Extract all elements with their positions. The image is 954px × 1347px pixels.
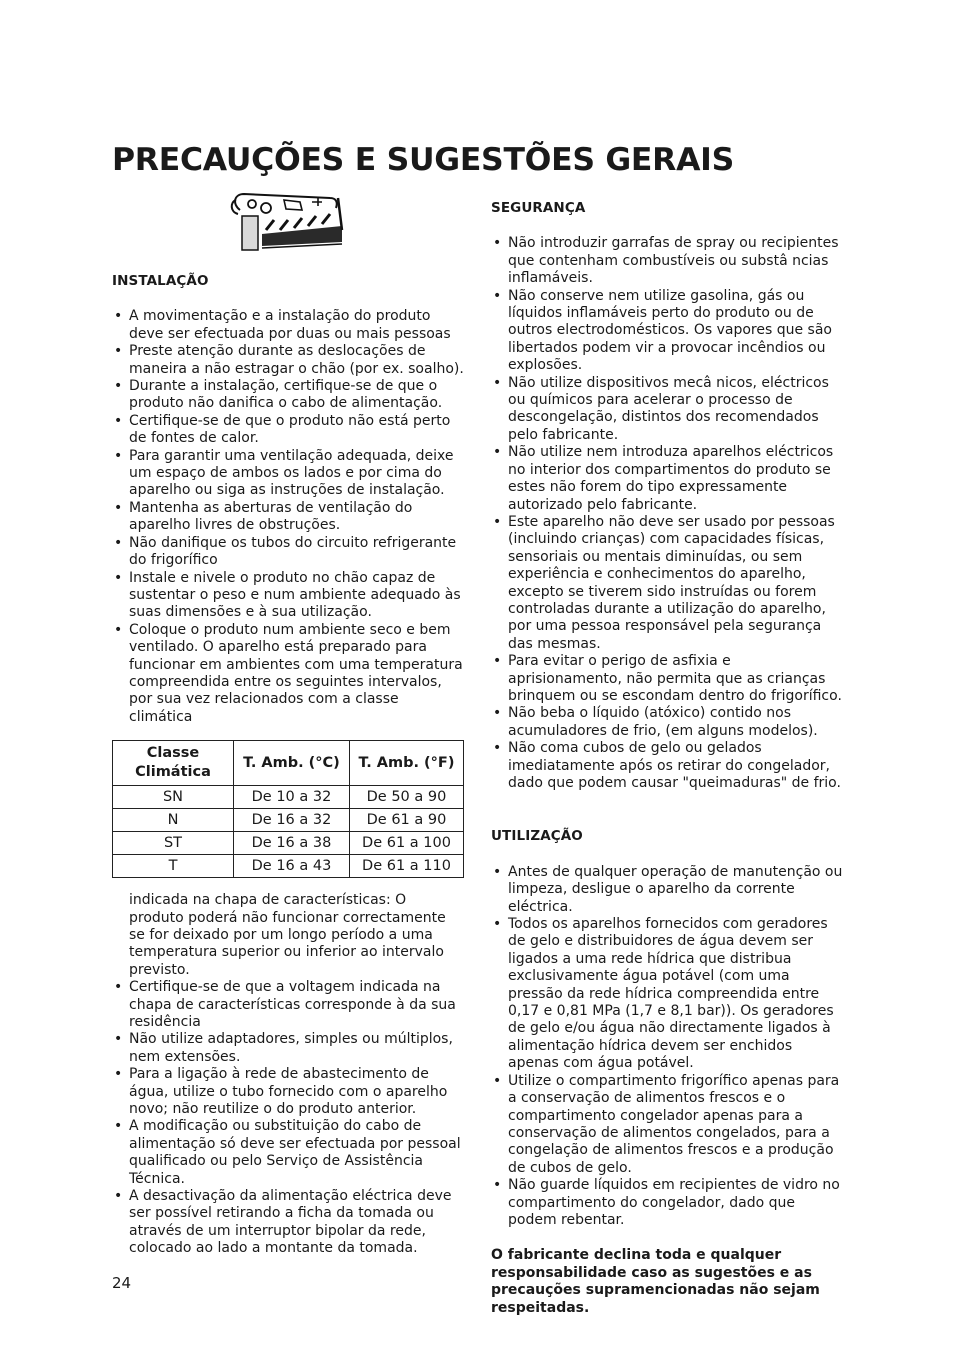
table-cell: SN [113,786,234,809]
usage-list [491,864,847,1230]
safety-heading: SEGURANÇA [491,200,586,216]
installation-column [112,273,464,1258]
list-item: • Antes de qualquer operação de manutenção ou limpeza, desligue o aparelho da corrente eléctrica. [491,864,847,916]
table-header-row [113,741,464,786]
list-item: • Não utilize adaptadores, simples ou múltiplos, nem extensões. [112,1031,464,1066]
column-header: Classe Climática [113,741,234,786]
list-item: • Certifique-se de que a voltagem indicada na chapa de características corresponde à da sua residência [112,979,464,1031]
list-item: • Este aparelho não deve ser usado por pessoas (incluindo crianças) com capacidades físicas, sensoriais ou mentais diminuídas, ou sem experiência e conhecimentos do aparelho, excepto se tiverem sido instruídas ou forem controladas durante a utilização do aparelho, por uma pessoa responsável pela segurança das mesmas. [491,514,847,653]
table-cell: ST [113,832,234,855]
table-cell: De 61 a 110 [350,855,464,878]
table-cell: De 61 a 100 [350,832,464,855]
table-cell: De 16 a 32 [234,809,350,832]
disclaimer-note: O fabricante declina toda e qualquer responsabilidade caso as sugestões e as precauções supramencionadas não sejam respeitadas. [491,1247,820,1316]
list-item: • Para garantir uma ventilação adequada, deixe um espaço de ambos os lados e por cima do aparelho ou siga as instruções de instalação. [112,448,464,500]
page-number: 24 [112,1274,132,1292]
fridge-transport-illustration [226,190,346,256]
list-item: • A desactivação da alimentação eléctrica deve ser possível retirando a ficha da tomada ou através de um interruptor bipolar da rede, colocado ao lado a montante da tomada. [112,1188,464,1258]
installation-list-continued [112,892,464,1258]
list-item: • A movimentação e a instalação do produto deve ser efectuada por duas ou mais pessoas [112,308,464,343]
list-item: • Coloque o produto num ambiente seco e bem ventilado. O aparelho está preparado para funcionar em ambientes com uma temperatura compreendida entre os seguintes intervalos, por sua vez relacionados com a classe climática [112,622,464,726]
list-item: • Para evitar o perigo de asfixia e aprisionamento, não permita que as crianças brinquem ou se escondam dentro do frigorífico. [491,653,847,705]
list-item: • Certifique-se de que o produto não está perto de fontes de calor. [112,413,464,448]
table-cell: De 10 a 32 [234,786,350,809]
installation-heading: INSTALAÇÃO [112,273,209,289]
list-item: • Para a ligação à rede de abastecimento de água, utilize o tubo fornecido com o aparelho novo; não reutilize o do produto anterior. [112,1066,464,1118]
page-title: PRECAUÇÕES E SUGESTÕES GERAIS [112,142,734,178]
table-cell: De 61 a 90 [350,809,464,832]
table-cell: De 16 a 38 [234,832,350,855]
list-item: • Não utilize nem introduza aparelhos eléctricos no interior dos compartimentos do produto se estes não forem do tipo expressamente autorizado pelo fabricante. [491,444,847,514]
list-item: • Não introduzir garrafas de spray ou recipientes que contenham combustíveis ou substâ ncias inflamáveis. [491,235,847,287]
list-item: • Não coma cubos de gelo ou gelados imediatamente após os retirar do congelador, dado que podem causar "queimaduras" de frio. [491,740,847,792]
installation-list [112,308,464,726]
table-cell: De 50 a 90 [350,786,464,809]
column-header: T. Amb. (°C) [234,741,350,786]
table-cell: T [113,855,234,878]
table-row [113,809,464,832]
fridge-transport-icon [226,190,346,256]
list-item: • Não beba o líquido (atóxico) contido nos acumuladores de frio, (em alguns modelos). [491,705,847,740]
list-item: • Não conserve nem utilize gasolina, gás ou líquidos inflamáveis perto do produto ou de outros electrodomésticos. Os vapores que são libertados podem vir a provocar incêndios ou explosões. [491,288,847,375]
climate-class-table [112,740,464,878]
list-item: • Utilize o compartimento frigorífico apenas para a conservação de alimentos frescos e o compartimento congelador apenas para a conservação de alimentos congelados, para a congelação de alimentos frescos e a produção de cubos de gelo. [491,1073,847,1177]
table-row [113,786,464,809]
column-header: T. Amb. (°F) [350,741,464,786]
list-item: • A modificação ou substituição do cabo de alimentação só deve ser efectuada por pessoal qualificado ou pelo Serviço de Assistência Técnica. [112,1118,464,1188]
list-item: • Todos os aparelhos fornecidos com geradores de gelo e distribuidores de água devem ser ligados a uma rede hídrica que distribua exclusivamente água potável (com uma pressão da rede hídrica compreendida entre 0,17 e 0,81 MPa (1,7 e 8,1 bar)). Os geradores de gelo e/ou água não directamente ligados à alimentação hídrica devem ser enchidos apenas com água potável. [491,916,847,1073]
list-item: • Instale e nivele o produto no chão capaz de sustentar o peso e num ambiente adequado às suas dimensões e à sua utilização. [112,570,464,622]
list-item: • Não utilize dispositivos mecâ nicos, eléctricos ou químicos para acelerar o processo de descongelação, distintos dos recomendados pelo fabricante. [491,375,847,445]
list-item-continuation: indicada na chapa de características: O produto poderá não funcionar correctamente se for deixado por um longo período a uma temperatura superior ou inferior ao intervalo previsto. [129,892,446,978]
safety-list [491,235,847,792]
list-item: • Durante a instalação, certifique-se de que o produto não danifica o cabo de alimentação. [112,378,464,413]
table-row [113,832,464,855]
usage-heading: UTILIZAÇÃO [491,828,583,845]
table-cell: De 16 a 43 [234,855,350,878]
list-item: • Não guarde líquidos em recipientes de vidro no compartimento do congelador, dado que podem rebentar. [491,1177,847,1229]
table-cell: N [113,809,234,832]
safety-usage-column [491,200,847,1317]
table-row [113,855,464,878]
list-item: • Mantenha as aberturas de ventilação do aparelho livres de obstruções. [112,500,464,535]
list-item: • Não danifique os tubos do circuito refrigerante do frigorífico [112,535,464,570]
list-item: • Preste atenção durante as deslocações de maneira a não estragar o chão (por ex. soalho). [112,343,464,378]
